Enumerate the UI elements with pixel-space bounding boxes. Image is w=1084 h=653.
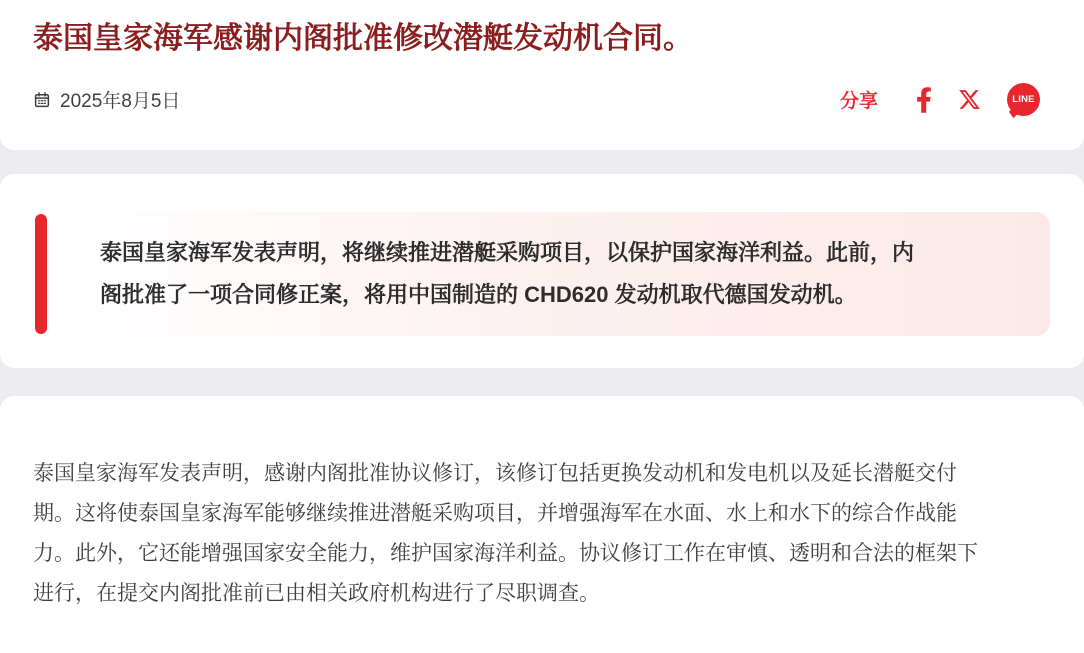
body-text-line: 力。此外，它还能增强国家安全能力，维护国家海洋利益。协议修订工作在审慎、透明和合法的框架下 — [33, 542, 978, 565]
x-icon — [958, 88, 981, 111]
share-bar — [840, 83, 1051, 116]
x-share-button[interactable] — [958, 88, 981, 111]
body-text-line: 泰国皇家海军发表声明，感谢内阁批准协议修订，该修订包括更换发动机和发电机以及延长潜艇交付 — [33, 462, 957, 485]
body-text-line: 期。这将使泰国皇家海军能够继续推进潜艇采购项目，并增强海军在水面、水上和水下的综合作战能 — [33, 502, 957, 525]
quote-line: 泰国皇家海军发表声明，将继续推进潜艇采购项目，以保护国家海洋利益。此前，内 — [100, 240, 915, 265]
article-header-card — [0, 0, 1084, 150]
line-icon: LINE — [1007, 83, 1040, 116]
publish-date-text: 2025年8月5日 — [60, 91, 181, 112]
facebook-share-button[interactable] — [916, 86, 932, 114]
quote-box — [60, 212, 1050, 336]
calendar-icon — [33, 91, 51, 109]
facebook-icon — [916, 86, 932, 114]
article-body-card — [0, 396, 1084, 653]
quote-line: 阁批准了一项合同修正案，将用中国制造的 CHD620 发动机取代德国发动机。 — [100, 282, 857, 307]
share-label: 分享 — [839, 91, 878, 112]
line-share-button[interactable] — [1007, 83, 1040, 116]
publish-date — [33, 86, 180, 113]
summary-card — [0, 174, 1084, 368]
quote-accent-bar — [35, 214, 47, 334]
meta-row — [33, 83, 1051, 116]
page-title: 泰国皇家海军感谢内阁批准修改潜艇发动机合同。 — [33, 22, 693, 55]
summary-quote — [35, 212, 1050, 336]
body-text-line: 进行，在提交内阁批准前已由相关政府机构进行了尽职调查。 — [33, 582, 600, 605]
